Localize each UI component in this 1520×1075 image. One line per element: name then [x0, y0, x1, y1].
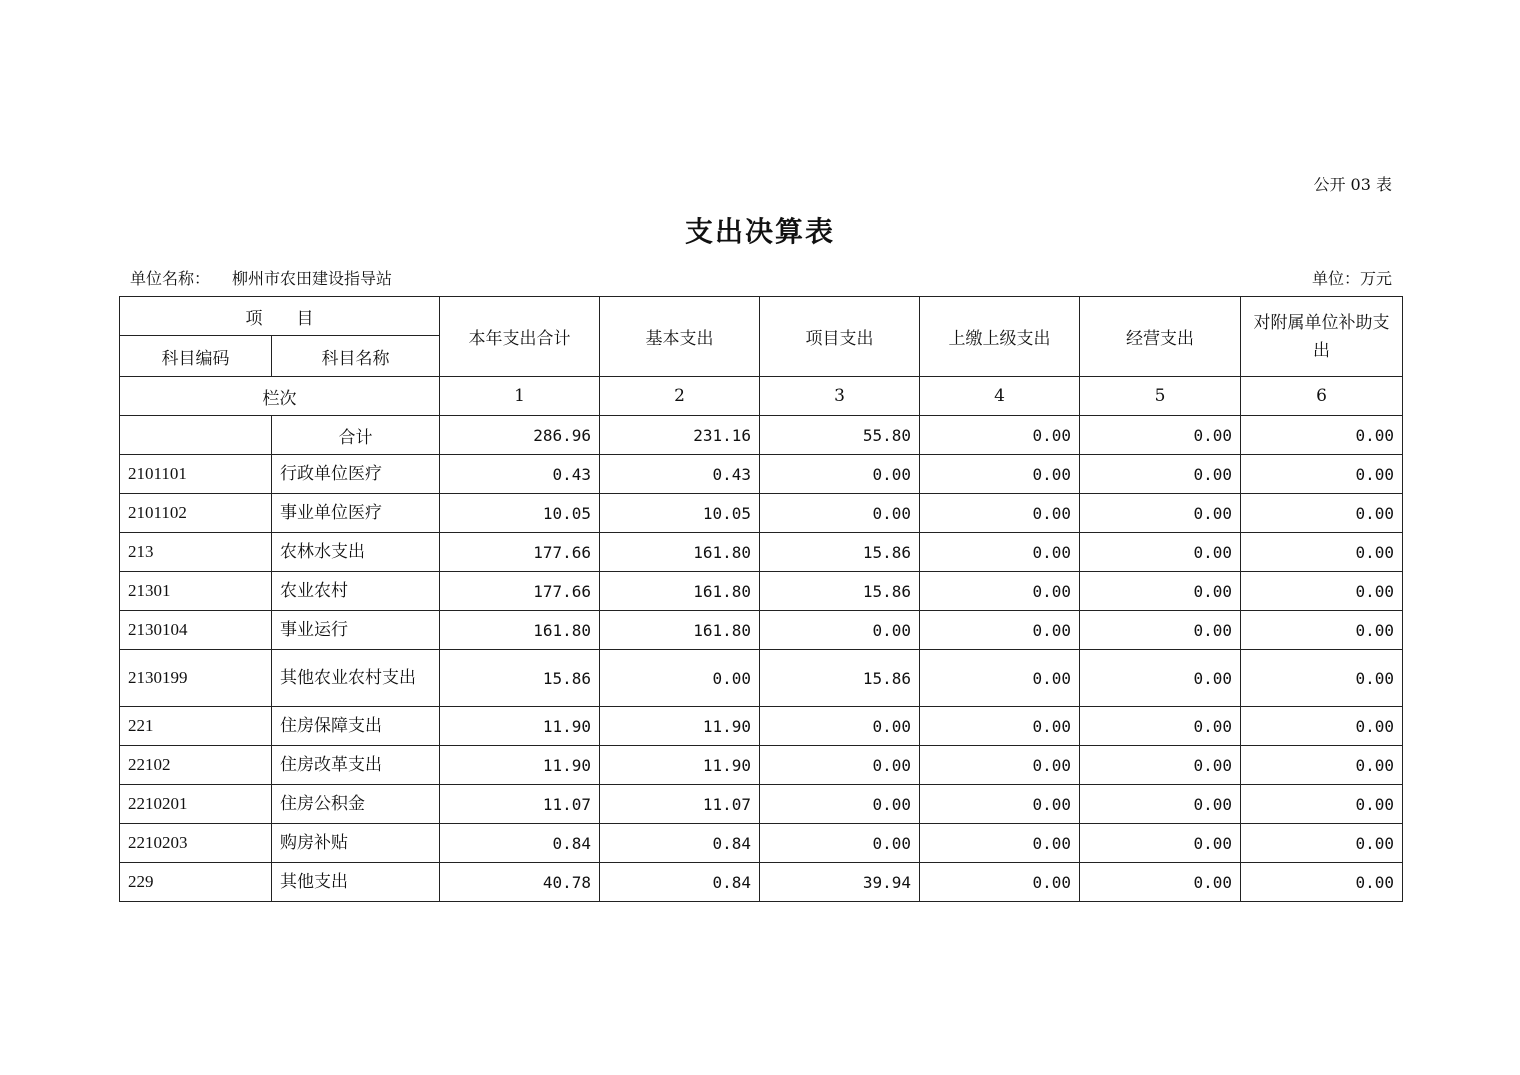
amount-cell: 0.84 [600, 824, 760, 863]
total-value: 0.00 [920, 416, 1080, 455]
subject-name: 行政单位医疗 [272, 455, 440, 494]
amount-cell: 0.00 [920, 650, 1080, 707]
total-value: 55.80 [760, 416, 920, 455]
amount-cell: 161.80 [440, 611, 600, 650]
amount-cell: 0.00 [1241, 455, 1403, 494]
subject-name: 其他支出 [272, 863, 440, 902]
amount-cell: 0.00 [1080, 572, 1241, 611]
amount-cell: 0.43 [600, 455, 760, 494]
amount-cell: 177.66 [440, 533, 600, 572]
index-row [120, 377, 1403, 416]
amount-cell: 0.00 [760, 494, 920, 533]
amount-cell: 0.00 [760, 746, 920, 785]
amount-cell: 0.00 [1080, 863, 1241, 902]
table-row [120, 611, 1403, 650]
amount-cell: 0.00 [920, 707, 1080, 746]
subject-code: 2130199 [120, 650, 272, 707]
table-row [120, 863, 1403, 902]
amount-cell: 0.00 [760, 785, 920, 824]
subject-name: 事业运行 [272, 611, 440, 650]
amount-cell: 0.00 [1080, 707, 1241, 746]
header-basic: 基本支出 [600, 297, 760, 377]
amount-cell: 0.00 [1241, 494, 1403, 533]
header-item: 项 目 [120, 297, 440, 336]
amount-cell: 11.07 [440, 785, 600, 824]
amount-cell: 0.00 [760, 707, 920, 746]
header-subsidy: 对附属单位补助支出 [1241, 297, 1403, 377]
total-value: 0.00 [1080, 416, 1241, 455]
form-number: 公开 03 表 [1313, 175, 1392, 194]
subject-code: 213 [120, 533, 272, 572]
header-upper: 上缴上级支出 [920, 297, 1080, 377]
amount-cell: 40.78 [440, 863, 600, 902]
amount-cell: 0.00 [1080, 650, 1241, 707]
amount-cell: 0.00 [1241, 785, 1403, 824]
amount-cell: 10.05 [440, 494, 600, 533]
amount-cell: 0.00 [920, 863, 1080, 902]
header-row [120, 297, 1403, 336]
unit-name-value: 柳州市农田建设指导站 [232, 269, 393, 288]
amount-cell: 11.07 [600, 785, 760, 824]
subject-name: 农林水支出 [272, 533, 440, 572]
amount-cell: 161.80 [600, 533, 760, 572]
amount-cell: 0.00 [760, 611, 920, 650]
amount-cell: 0.00 [920, 455, 1080, 494]
index-cell: 5 [1080, 377, 1241, 416]
table-row [120, 746, 1403, 785]
subject-name: 其他农业农村支出 [272, 650, 440, 707]
amount-cell: 0.00 [1080, 746, 1241, 785]
total-value: 231.16 [600, 416, 760, 455]
amount-cell: 15.86 [440, 650, 600, 707]
total-code-cell [120, 416, 272, 455]
amount-cell: 0.00 [1241, 824, 1403, 863]
amount-cell: 0.00 [1080, 611, 1241, 650]
amount-cell: 11.90 [440, 746, 600, 785]
unit-name-label: 单位名称： [130, 269, 211, 288]
subject-code: 21301 [120, 572, 272, 611]
amount-cell: 0.00 [1241, 533, 1403, 572]
amount-cell: 0.00 [1241, 746, 1403, 785]
amount-cell: 0.00 [920, 533, 1080, 572]
amount-cell: 15.86 [760, 533, 920, 572]
subject-name: 住房保障支出 [272, 707, 440, 746]
subject-code: 2210201 [120, 785, 272, 824]
subject-name: 购房补贴 [272, 824, 440, 863]
amount-cell: 15.86 [760, 572, 920, 611]
amount-cell: 0.84 [440, 824, 600, 863]
amount-cell: 0.43 [440, 455, 600, 494]
amount-cell: 0.00 [1241, 707, 1403, 746]
subject-code: 2130104 [120, 611, 272, 650]
table-row [120, 572, 1403, 611]
index-label: 栏次 [120, 377, 440, 416]
index-cell: 2 [600, 377, 760, 416]
amount-cell: 39.94 [760, 863, 920, 902]
total-value: 286.96 [440, 416, 600, 455]
amount-cell: 0.00 [920, 572, 1080, 611]
index-cell: 4 [920, 377, 1080, 416]
subject-name: 住房改革支出 [272, 746, 440, 785]
amount-cell: 11.90 [600, 746, 760, 785]
amount-cell: 0.00 [1241, 611, 1403, 650]
header-total: 本年支出合计 [440, 297, 600, 377]
amount-cell: 0.00 [920, 824, 1080, 863]
amount-cell: 0.00 [920, 494, 1080, 533]
index-cell: 1 [440, 377, 600, 416]
table-row [120, 533, 1403, 572]
amount-cell: 0.00 [1241, 863, 1403, 902]
header-code: 科目编码 [120, 336, 272, 377]
amount-cell: 11.90 [600, 707, 760, 746]
index-cell: 6 [1241, 377, 1403, 416]
amount-cell: 0.00 [1080, 494, 1241, 533]
page-title: 支出决算表 [684, 215, 835, 248]
amount-cell: 177.66 [440, 572, 600, 611]
total-value: 0.00 [1241, 416, 1403, 455]
index-cell: 3 [760, 377, 920, 416]
table-row [120, 824, 1403, 863]
subject-code: 229 [120, 863, 272, 902]
total-row [120, 416, 1403, 455]
amount-cell: 0.00 [1080, 533, 1241, 572]
amount-cell: 15.86 [760, 650, 920, 707]
subject-code: 221 [120, 707, 272, 746]
amount-cell: 0.00 [1241, 572, 1403, 611]
amount-cell: 0.00 [920, 611, 1080, 650]
total-label: 合计 [272, 416, 440, 455]
table-row [120, 707, 1403, 746]
amount-cell: 161.80 [600, 572, 760, 611]
header-project: 项目支出 [760, 297, 920, 377]
header-name: 科目名称 [272, 336, 440, 377]
expenditure-table [119, 296, 1403, 902]
amount-cell: 0.84 [600, 863, 760, 902]
unit-name-line [130, 266, 392, 289]
amount-cell: 0.00 [920, 746, 1080, 785]
amount-cell: 10.05 [600, 494, 760, 533]
amount-cell: 11.90 [440, 707, 600, 746]
amount-cell: 0.00 [1080, 455, 1241, 494]
amount-cell: 0.00 [1241, 650, 1403, 707]
amount-cell: 0.00 [760, 455, 920, 494]
table-row [120, 650, 1403, 707]
subject-code: 2101102 [120, 494, 272, 533]
table-row [120, 494, 1403, 533]
table-row [120, 455, 1403, 494]
amount-cell: 161.80 [600, 611, 760, 650]
amount-cell: 0.00 [920, 785, 1080, 824]
amount-cell: 0.00 [1080, 785, 1241, 824]
subject-code: 2101101 [120, 455, 272, 494]
header-business: 经营支出 [1080, 297, 1241, 377]
subject-name: 住房公积金 [272, 785, 440, 824]
subject-name: 农业农村 [272, 572, 440, 611]
amount-cell: 0.00 [600, 650, 760, 707]
currency-unit: 单位：万元 [1311, 269, 1392, 288]
table-row [120, 785, 1403, 824]
amount-cell: 0.00 [1080, 824, 1241, 863]
subject-code: 2210203 [120, 824, 272, 863]
amount-cell: 0.00 [760, 824, 920, 863]
subject-name: 事业单位医疗 [272, 494, 440, 533]
subject-code: 22102 [120, 746, 272, 785]
